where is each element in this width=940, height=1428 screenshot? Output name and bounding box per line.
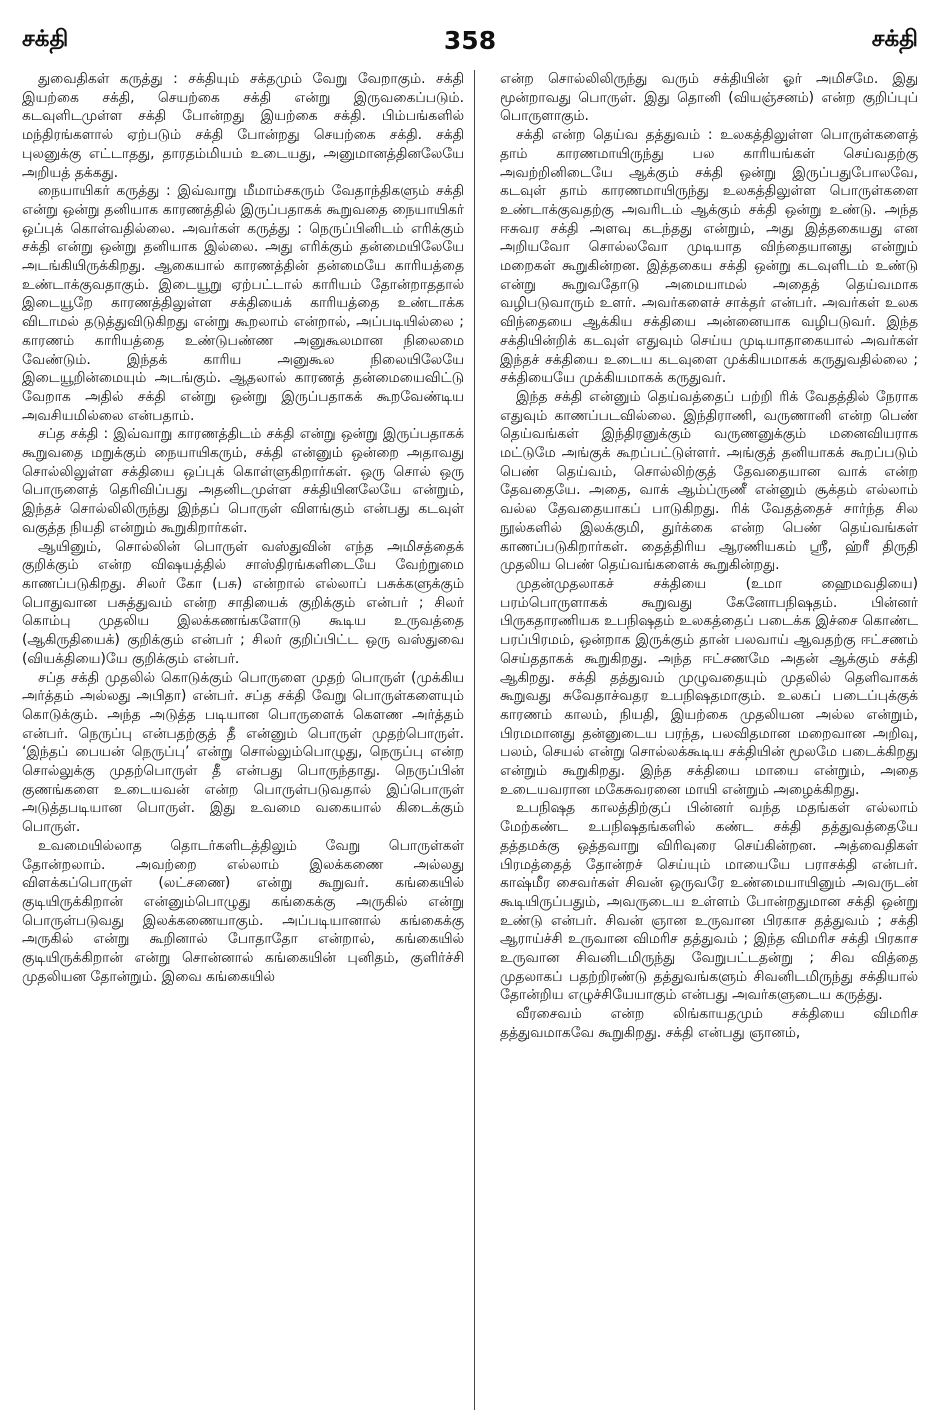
paragraph-upanishads: முதன்முதலாகச் சக்தியை (உமா ஹைமவதியை) பரம்பொருளாகக் கூறுவது கேனோபநிஷதம். பின்னர் பிருகதாரணியக உபநிஷதம் உலகத்தைப் படைக்க இச்சை கொண்ட பரப்பிரமம், ஒன்றாக இருக்கும் தான் பலவாய் ஆவதற்கு ஈட்சணம் செய்ததாகக் கூறுகிறது. அந்த ஈட்சணமே அதன் ஆக்கும் சக்தி ஆகிறது. சக்தி தத்துவம் முழுவதையும் முதலில் தெளிவாகக் கூறுவது சுவேதாச்வதர உபநிஷதமாகும். உலகப் படைப்புக்குக் காரணம் காலம், நியதி, இயற்கை முதலியன அல்ல என்றும், பிரமமானது தன்னுடைய பரந்த, பலவிதமான மறைவான அறிவு, பலம், செயல் என்று சொல்லக்கூடிய சக்தியின் மூலமே படைக்கிறது என்றும் கூறுகிறது. இந்த சக்தியை மாயை என்றும், அதை உடையவரான மகேசுவரனை மாயி என்றும் அழைக்கிறது. <box>500 575 918 798</box>
paragraph-primary-meaning: சப்த சக்தி முதலில் கொடுக்கும் பொருளை முதற் பொருள் (முக்கிய அர்த்தம் அல்லது அபிதா) என்பர். சப்த சக்தி வேறு பொருள்களையும் கொடுக்கும். அந்த அடுத்த படியான பொருளைக் கௌண அர்த்தம் என்பர். நெருப்பு என்பதற்குத் தீ என்னும் பொருள் முதற்பொருள். ‘இந்தப் பையன் நெருப்பு’ என்று சொல்லும்பொழுது, நெருப்பு என்ற சொல்லுக்கு முதற்பொருள் தீ என்பது பொருந்தாது. நெருப்பின் குணங்களை உடையவன் என்ற பொருள்படுவதால் இப்பொருள் அடுத்தபடியான பொருள். இது உவமை வகையால் கிடைக்கும் பொருள். <box>22 669 464 836</box>
paragraph-dualist-view: துவைதிகள் கருத்து : சக்தியும் சக்தமும் வேறு வேறாகும். சக்தி இயற்கை சக்தி, செயற்கை சக்தி என்று இருவகைப்படும். கடவுளிடமுள்ள சக்தி போன்றது இயற்கை சக்தி. பிம்பங்களில் மந்திரங்களால் ஏற்படும் சக்தி போன்றது செயற்கை சக்தி. சக்தி புலனுக்கு எட்டாதது, தாரதம்மியம் உடையது, அனுமானத்தினலேயே அறியத் தக்கது. <box>22 71 464 181</box>
paragraph-dhvani: என்ற சொல்லிலிருந்து வரும் சக்தியின் ஓர் அமிசமே. இது மூன்றாவது பொருள். இது தொனி (வியஞ்சனம்) என்ற குறிப்புப் பொருளாகும். <box>500 71 918 125</box>
paragraph-divine-principle: சக்தி என்ற தெய்வ தத்துவம் : உலகத்திலுள்ள பொருள்களைத் தாம் காரணமாயிருந்து பல காரியங்கள் செய்வதற்கு அவற்றினிடையே ஆக்கும் சக்தி ஒன்று இருப்பதுபோலவே, கடவுள் தாம் காரணமாயிருந்து உலகத்திலுள்ள பொருள்களை உண்டாக்குவதற்கு அவரிடம் ஆக்கும் சக்தி ஒன்று உண்டு. அந்த ஈசுவர சக்தி அளவு கடந்தது என்றும், அது இத்தகையது என அறியவோ சொல்லவோ முடியாத விந்தையானது என்றும் மறைகள் கூறுகின்றன. இத்தகைய சக்தி ஒன்று கடவுளிடம் உண்டு என்று கூறுவதோடு அமையாமல் அதைத் தெய்வமாக வழிபடுவாரும் உளர். அவர்களைச் சாக்தர் என்பர். அவர்கள் உலக விந்தையை ஆக்கிய சக்தியை அன்னையாக வழிபடுவர். இந்த சக்தியின்றிக் கடவுள் எதுவும் செய்ய முடியாதாகையால் அவர்கள் இந்தச் சக்தியை உடைய கடவுளை முக்கியமாகக் கருதுவதில்லை ; சக்தியையே முக்கியமாகக் கருதுவர். <box>500 127 918 387</box>
paragraph-virasaivam: வீரசைவம் என்ற லிங்காயதமும் சக்தியை விமரிச தத்துவமாகவே கூறுகிறது. சக்தி என்பது ஞானம், <box>500 1006 918 1041</box>
right-column <box>500 70 918 1416</box>
paragraph-sabda-sakti: சப்த சக்தி : இவ்வாறு காரணத்திடம் சக்தி என்று ஒன்று இருப்பதாகக் கூறுவதை மறுக்கும் நையாயிகரும், சக்தி என்னும் ஒன்றை அதாவது சொல்லிலுள்ள சக்தியை ஒப்புக் கொள்ளுகிறார்கள். ஒரு சொல் ஒரு பொருளைத் தெரிவிப்பது அதனிடமுள்ள சக்தியினலேயே என்றும், இந்தச் சொல்லிலிருந்து இந்தப் பொருள் விளங்கும் என்பது கடவுள் வகுத்த நியதி என்றும் கூறுகிறார்கள். <box>22 426 464 536</box>
header-right-title: சக்தி <box>871 26 918 52</box>
paragraph-lakshana: உவமையில்லாத தொடர்களிடத்திலும் வேறு பொருள்கள் தோன்றலாம். அவற்றை எல்லாம் இலக்கணை அல்லது விளக்கப்பொருள் (லட்சணை) என்று கூறுவர். கங்கையில் குடியிருக்கிறான் என்னும்பொழுது கங்கைக்கு அருகில் என்று பொருள்படுவது இலக்கணையாகும். அப்படியானால் கங்கைக்கு அருகில் என்று கூறினால் போதாதோ என்றால், கங்கையில் குடியிருக்கிறான் என்று சொன்னால் கங்கையின் புனிதம், குளிர்ச்சி முதலியன தோன்றும். இவை கங்கையில் <box>22 837 464 985</box>
paragraph-later-schools: உபநிஷத காலத்திற்குப் பின்னர் வந்த மதங்கள் எல்லாம் மேற்கண்ட உபநிஷதங்களில் கண்ட சக்தி தத்துவத்தையே தத்தமக்கு ஒத்தவாறு விரிவுரை செய்கின்றன. அத்வைதிகள் பிரமத்தைத் தோன்றச் செய்யும் மாயையே பராசக்தி என்பர். காஷ்மீர சைவர்கள் சிவன் ஒருவரே உண்மையாயினும் அவருடன் கூடியிருப்பதும், அவருடைய உள்ளம் போன்றதுமான சக்தி ஒன்று உண்டு என்பர். சிவன் ஞான உருவான பிரகாச தத்துவம் ; சக்தி ஆராய்ச்சி உருவான விமரிச தத்துவம் ; இந்த விமரிச சக்தி பிரகாச உருவான சிவனிடமிருந்து வேறுபட்டதன்று ; சிவ வித்தை முதலாகப் பதற்றிரண்டு தத்துவங்களும் சிவனிடமிருந்து சக்தியால் தோன்றிய எழுச்சியேயாகும் என்பது அவர்களுடைய கருத்து. <box>500 800 918 1004</box>
header-left-title: சக்தி <box>22 26 69 52</box>
paragraph-rigveda: இந்த சக்தி என்னும் தெய்வத்தைப் பற்றி ரிக் வேதத்தில் நேராக எதுவும் காணப்படவில்லை. இந்திராணி, வருணானி என்ற பெண் தெய்வங்கள் இந்திரனுக்கும் வருணனுக்கும் மனைவியராக மட்டுமே அங்குக் கூறப்பட்டுள்ளர். அங்குத் தனியாகக் கூறப்படும் பெண் தெய்வம், சொல்லிற்குத் தேவதையான வாக் என்ற தேவதையே. அதை, வாக் ஆம்ப்ருணீ என்னும் சூக்தம் எல்லாம் வல்ல தேவதையாகப் பாடுகிறது. ரிக் வேதத்தைச் சார்ந்த சில நூல்களில் இலக்குமி, துர்க்கை என்ற பெண் தெய்வங்கள் காணப்படுகிறார்கள். தைத்திரிய ஆரணியகம் ஸ்ரீ, ஹ்ரீ திருதி முதலிய பெண் தெய்வங்களைக் கூறுகின்றது. <box>500 388 918 574</box>
paragraph-naiyayika-view: நையாயிகர் கருத்து : இவ்வாறு மீமாம்சகரும் வேதாந்திகளும் சக்தி என்று ஒன்று தனியாக காரணத்தில் இருப்பதாகக் கூறுவதை நையாயிகர் ஒப்புக் கொள்வதில்லை. அவர்கள் கருத்து : நெருப்பினிடம் எரிக்கும் சக்தி என்று ஒன்று தனியாக இல்லை. அது எரிக்கும் தன்மையிலேயே அடங்கியிருக்கிறது. ஆகையால் காரணத்தின் தன்மையே காரியத்தை உண்டாக்குவதாகும். இடையூறு ஏற்பட்டால் காரியம் தோன்றாததால் இடையூறே காரணத்திலுள்ள சக்தியைக் காரியத்தை உண்டாக்க விடாமல் தடுத்துவிடுகிறது என்று கூறலாம் என்றால், அப்படியில்லை ; காரணம் காரியத்தை உண்டுபண்ண அனுகூலமான நிலைமை வேண்டும். இந்தக் காரிய அனுகூல நிலையிலேயே இடையூறின்மையும் அடங்கும். ஆதலால் காரணத் தன்மையைவிட்டு வேறாக அதில் சக்தி என்று ஒன்று இருப்பதாகக் கூறவேண்டிய அவசியமில்லை என்பதாம். <box>22 183 464 424</box>
page-number: 358 <box>443 26 497 55</box>
paragraph-meaning-aspects: ஆயினும், சொல்லின் பொருள் வஸ்துவின் எந்த அமிசத்தைக் குறிக்கும் என்ற விஷயத்தில் சாஸ்திரங்களிடையே வேற்றுமை காணப்படுகிறது. சிலர் கோ (பசு) என்றால் எல்லாப் பசுக்களுக்கும் பொதுவான பசுத்துவம் என்ற சாதியைக் குறிக்கும் என்பர் ; சிலர் கொம்பு முதலிய இலக்கணங்களோடு கூடிய உருவத்தை (ஆகிருதியைக்) குறிக்கும் என்பர் ; சிலர் குறிப்பிட்ட ஒரு வஸ்துவை (வியக்தியை)யே குறிக்கும் என்பர். <box>22 538 464 667</box>
page-header <box>22 26 918 66</box>
column-divider <box>474 70 475 1410</box>
left-column <box>22 70 464 1416</box>
